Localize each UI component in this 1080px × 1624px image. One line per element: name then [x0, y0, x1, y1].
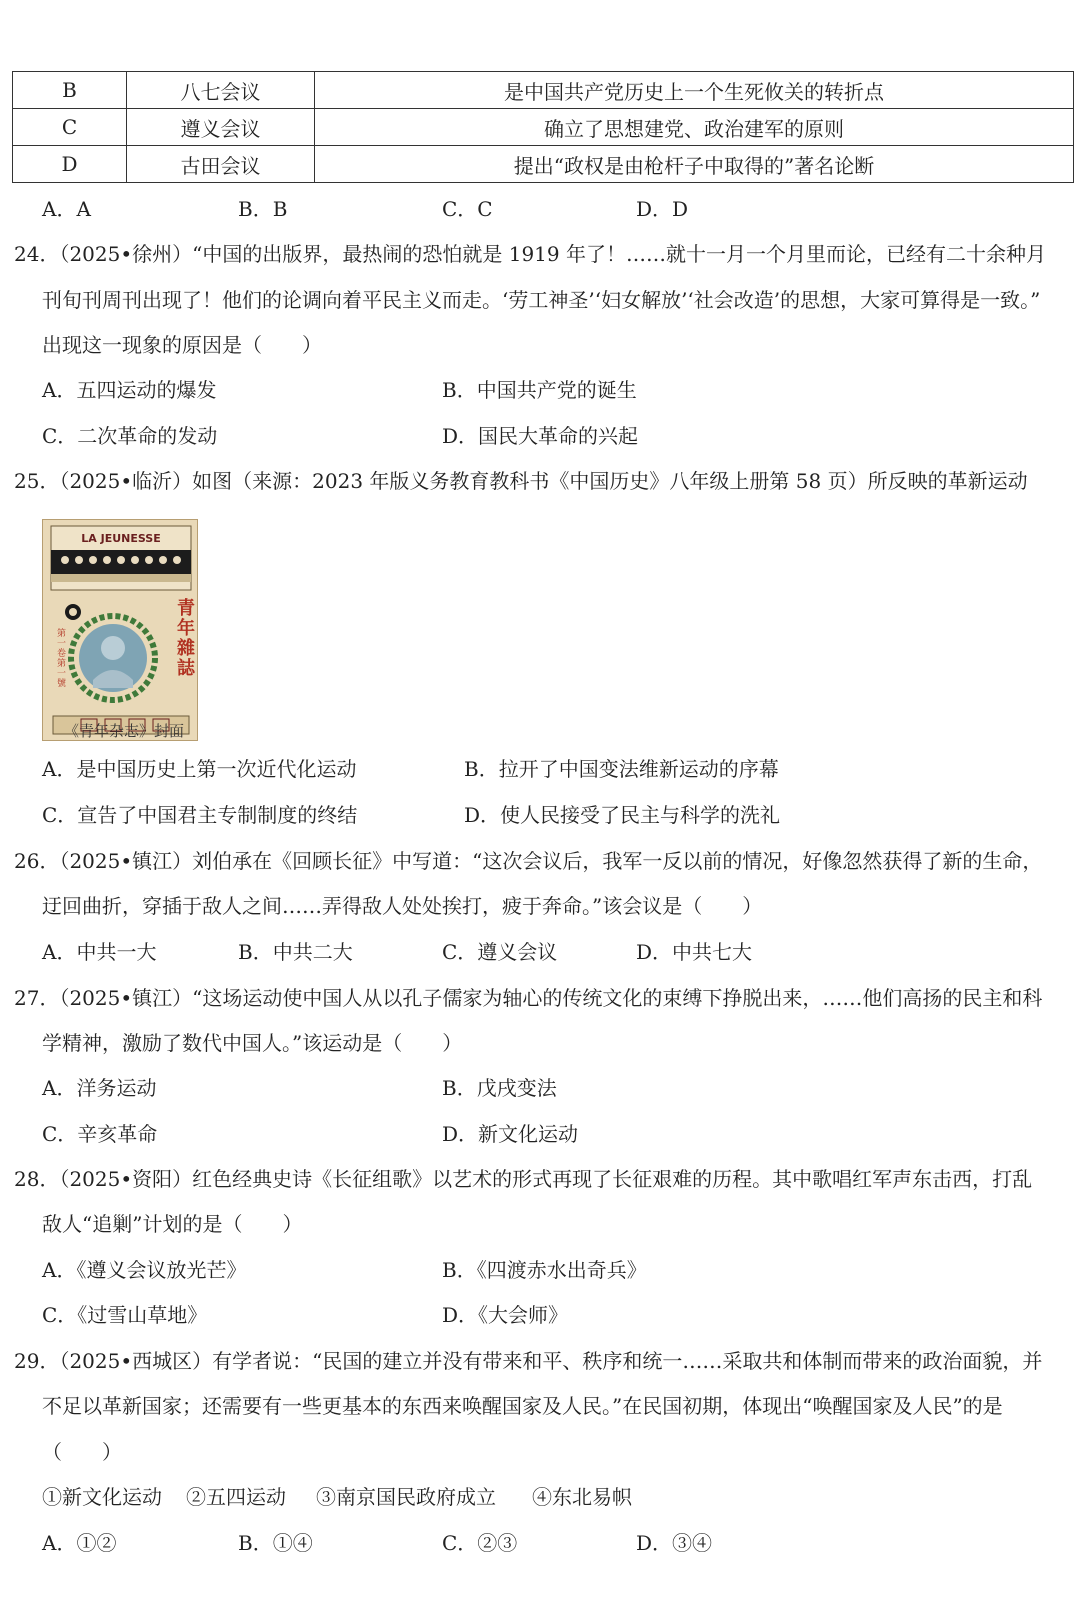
table-cell-letter: D — [13, 146, 127, 183]
option-a: A．①② — [42, 1531, 117, 1555]
option-b: B．B — [238, 197, 288, 221]
option-c: C．二次革命的发动 — [42, 424, 218, 448]
option-d: D．新文化运动 — [442, 1122, 579, 1146]
masthead-text: LA JEUNESSE — [81, 532, 161, 545]
option-b: B．戊戌变法 — [442, 1076, 557, 1100]
table-cell-meeting: 遵义会议 — [127, 109, 315, 146]
option-a: A．洋务运动 — [42, 1076, 157, 1100]
option-c: C．②③ — [442, 1531, 518, 1555]
option-d: D．中共七大 — [636, 940, 753, 964]
option-c: C．C — [442, 197, 493, 221]
table-cell-letter: C — [13, 109, 127, 146]
table-cell-letter: B — [13, 72, 127, 109]
option-a: A．是中国历史上第一次近代化运动 — [42, 757, 357, 781]
table-row — [13, 72, 1074, 109]
question-29-line-2: 不足以革新国家；还需要有一些更基本的东西来唤醒国家及人民。”在民国初期，体现出“唤醒国家及人民”的是 — [42, 1394, 1003, 1418]
question-29-line-1: 29．（2025•西城区）有学者说：“民国的建立并没有带来和平、秩序和统一……采取共和体制而带来的政治面貌，并 — [14, 1349, 1043, 1373]
question-24-line-1: 24．（2025•徐州）“中国的出版界，最热闹的恐怕就是 1919 年了！……就十一月一个月里而论，已经有二十余种月 — [14, 242, 1046, 266]
question-27-line-1: 27．（2025•镇江）“这场运动使中国人从以孔子儒家为轴心的传统文化的束缚下挣脱出来，……他们高扬的民主和科 — [14, 986, 1043, 1010]
option-c: C．辛亥革命 — [42, 1122, 158, 1146]
option-b: B．中国共产党的诞生 — [442, 378, 637, 402]
table-cell-significance: 确立了思想建党、政治建军的原则 — [315, 109, 1074, 146]
option-c: C．宣告了中国君主专制制度的终结 — [42, 803, 358, 827]
laurel-wreath-icon — [71, 616, 155, 700]
table-row — [13, 109, 1074, 146]
statement-4: ④东北易帜 — [532, 1485, 632, 1509]
issue-side-text: 第一卷 第一號 — [57, 629, 67, 689]
table-row — [13, 146, 1074, 183]
option-a: A．A — [42, 197, 91, 221]
question-26-line-2: 迂回曲折，穿插于敌人之间……弄得敌人处处挨打，疲于奔命。”该会议是（ ） — [42, 894, 763, 918]
statement-2: ②五四运动 — [186, 1485, 286, 1509]
option-d: D．国民大革命的兴起 — [442, 424, 639, 448]
question-24-line-2: 刊旬刊周刊出现了！他们的论调向着平民主义而走。‘劳工神圣’‘妇女解放’‘社会改造’的思想，大家可算得是一致。” — [42, 288, 1041, 312]
question-29-line-3: （ ） — [42, 1440, 122, 1464]
option-b: B．中共二大 — [238, 940, 353, 964]
option-c: C．遵义会议 — [442, 940, 558, 964]
question-28-line-1: 28．（2025•资阳）红色经典史诗《长征组歌》以艺术的形式再现了长征艰难的历程。其中歌唱红军声东击西，打乱 — [14, 1167, 1033, 1191]
option-a: A．中共一大 — [42, 940, 157, 964]
question-24-line-3: 出现这一现象的原因是（ ） — [42, 333, 322, 357]
option-b: B．《四渡赤水出奇兵》 — [442, 1258, 647, 1282]
question-28-line-2: 敌人“追剿”计划的是（ ） — [42, 1212, 303, 1236]
figure-caption: 《青年杂志》封面 — [64, 722, 185, 740]
question-27-line-2: 学精神，激励了数代中国人。”该运动是（ ） — [42, 1031, 463, 1055]
option-a: A．五四运动的爆发 — [42, 378, 217, 402]
option-b: B．拉开了中国变法维新运动的序幕 — [464, 757, 779, 781]
option-d: D．D — [636, 197, 689, 221]
question-26-line-1: 26．（2025•镇江）刘伯承在《回顾长征》中写道：“这次会议后，我军一反以前的情况，好像忽然获得了新的生命， — [14, 849, 1043, 873]
magazine-cover-illustration — [43, 520, 198, 741]
option-b: B．①④ — [238, 1531, 313, 1555]
cover-title-vertical: 青 年 雜 誌 — [177, 598, 195, 679]
magazine-cover-image — [42, 519, 198, 741]
meeting-table — [12, 71, 1074, 183]
option-d: D．③④ — [636, 1531, 713, 1555]
option-d: D．使人民接受了民主与科学的洗礼 — [464, 803, 781, 827]
statement-1: ①新文化运动 — [42, 1485, 162, 1509]
table-cell-significance: 提出“政权是由枪杆子中取得的”著名论断 — [315, 146, 1074, 183]
table-cell-meeting: 古田会议 — [127, 146, 315, 183]
option-a: A．《遵义会议放光芒》 — [42, 1258, 247, 1282]
option-d: D．《大会师》 — [442, 1303, 569, 1327]
option-c: C．《过雪山草地》 — [42, 1303, 208, 1327]
table-cell-meeting: 八七会议 — [127, 72, 315, 109]
statement-3: ③南京国民政府成立 — [316, 1485, 496, 1509]
table-cell-significance: 是中国共产党历史上一个生死攸关的转折点 — [315, 72, 1074, 109]
emblem-icon — [65, 604, 81, 620]
question-25-line-1: 25．（2025•临沂）如图（来源：2023 年版义务教育教科书《中国历史》八年级上册第 58 页）所反映的革新运动 — [14, 469, 1028, 493]
